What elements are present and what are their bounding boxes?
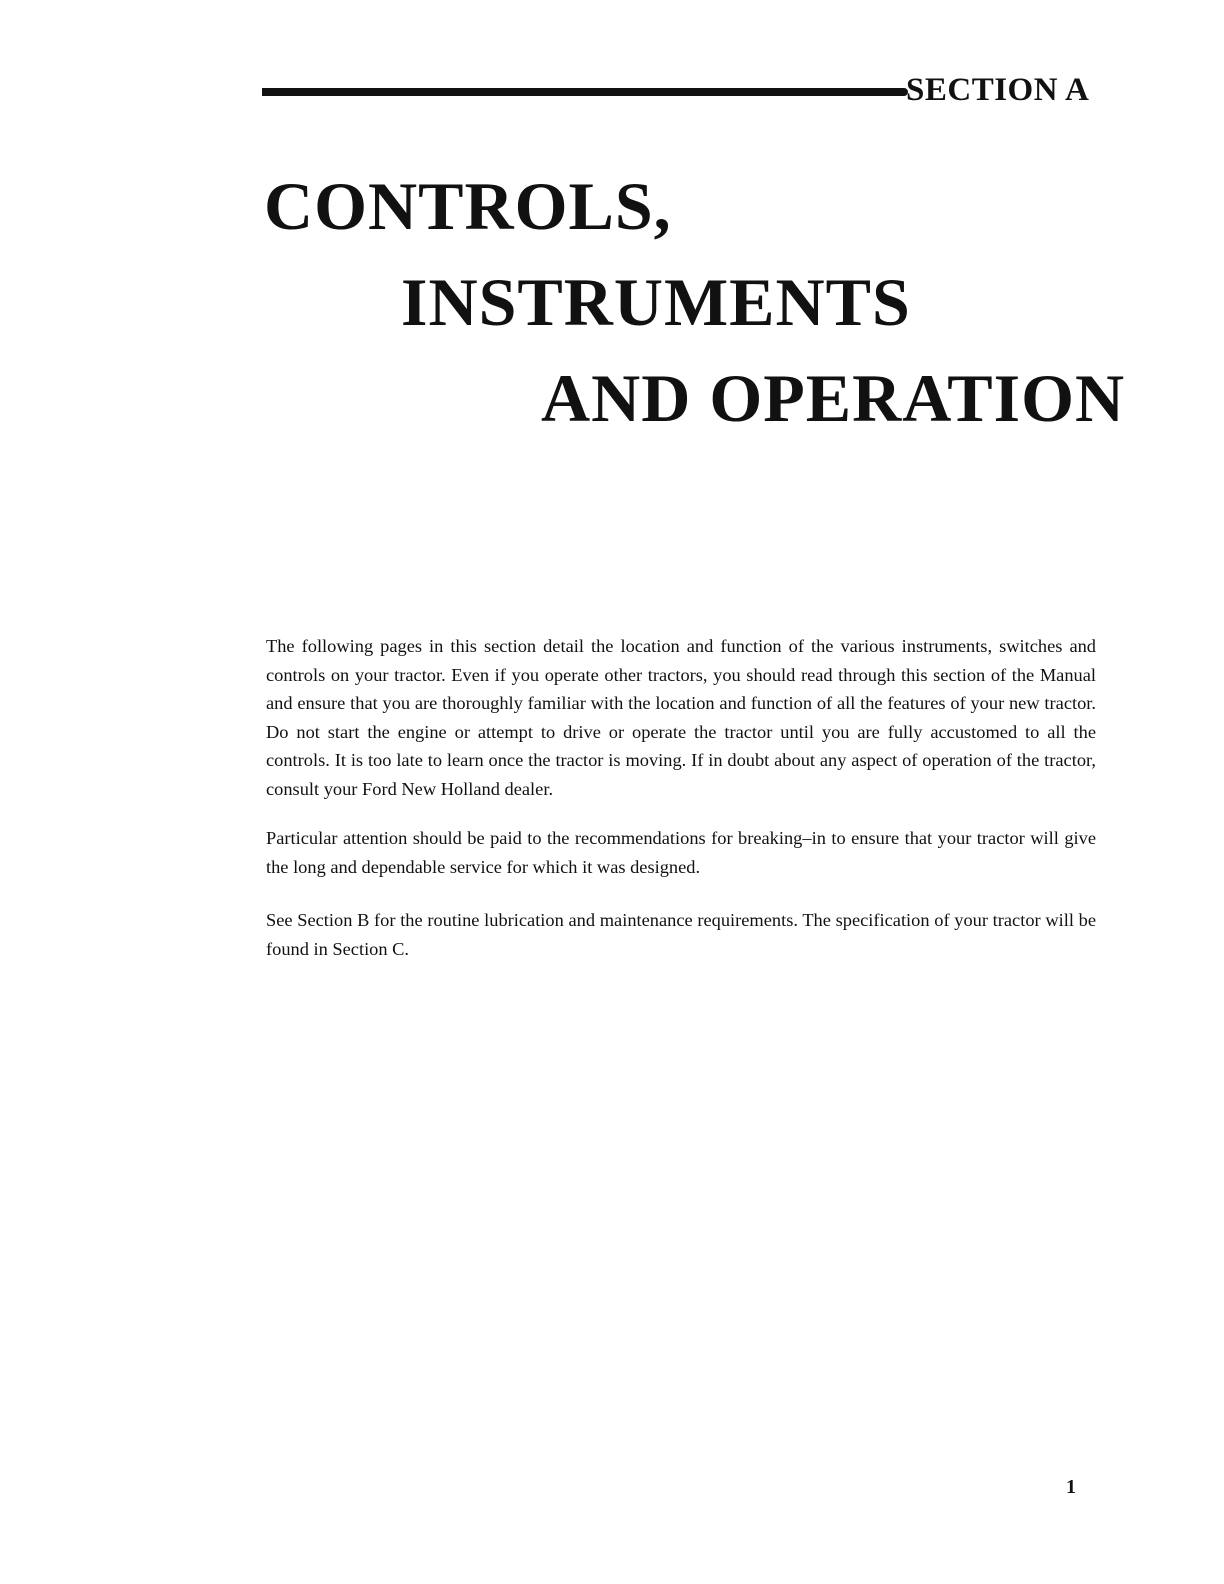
header-rule xyxy=(262,88,908,96)
page-title-line-2: INSTRUMENTS xyxy=(401,264,911,340)
section-label: SECTION A xyxy=(906,72,1090,108)
page-title-line-1: CONTROLS, xyxy=(264,168,672,244)
reference-paragraph: See Section B for the routine lubrication and maintenance requirements. The specification of your tractor will be found in Section C. xyxy=(266,910,1096,959)
intro-paragraph: The following pages in this section detail the location and function of the various instruments, switches and controls on your tractor. Even if you operate other tractors, you should read through this section of the Manual and ensure that you are thoroughly familiar with the location and function of all the features of your new tractor. Do not start the engine or attempt to drive or operate the tractor until you are fully accustomed to all the controls. It is too late to learn once the tractor is moving. If in doubt about any aspect of operation of the tractor, consult your Ford New Holland dealer. xyxy=(266,636,1096,799)
page-title-line-3: AND OPERATION xyxy=(541,360,1126,436)
page-number: 1 xyxy=(1066,1476,1076,1498)
breaking-in-paragraph: Particular attention should be paid to the recommendations for breaking–in to ensure that your tractor will give the long and dependable service for which it was designed. xyxy=(266,828,1096,877)
